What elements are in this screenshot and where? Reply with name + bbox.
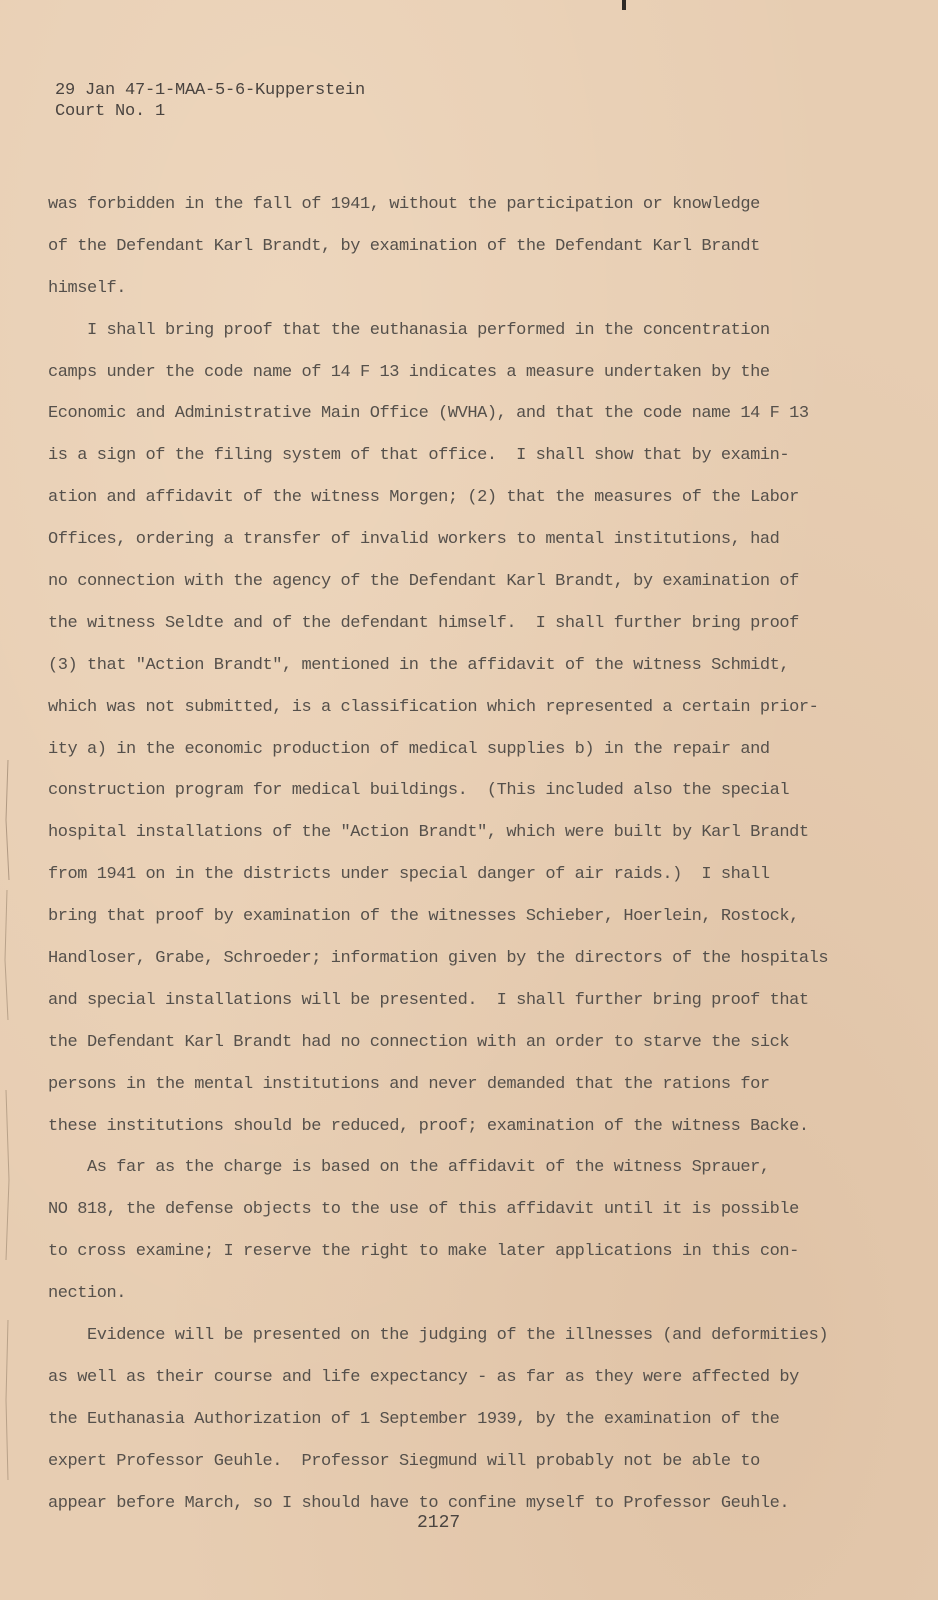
text-line: ity a) in the economic production of medical supplies b) in the repair and <box>48 739 770 759</box>
text-line: Handloser, Grabe, Schroeder; information given by the directors of the hospitals <box>48 949 829 969</box>
text-line: Offices, ordering a transfer of invalid workers to mental institutions, had <box>48 530 780 550</box>
text-line: these institutions should be reduced, proof; examination of the witness Backe. <box>48 1116 809 1136</box>
text-line: as well as their course and life expectancy - as far as they were affected by <box>48 1367 799 1387</box>
staple-mark <box>622 0 626 10</box>
text-line: the Euthanasia Authorization of 1 September 1939, by the examination of the <box>48 1409 780 1429</box>
text-line: I shall bring proof that the euthanasia performed in the concentration <box>48 320 770 340</box>
binding-edge-marks <box>0 760 14 1520</box>
text-line: construction program for medical buildings. (This included also the special <box>48 781 790 801</box>
transcript-body <box>48 184 908 1525</box>
text-line: from 1941 on in the districts under special danger of air raids.) I shall <box>48 865 770 885</box>
text-line: bring that proof by examination of the witnesses Schieber, Hoerlein, Rostock, <box>48 907 799 927</box>
text-line: and special installations will be presented. I shall further bring proof that <box>48 990 809 1010</box>
text-line: nection. <box>48 1284 127 1304</box>
text-line: hospital installations of the "Action Brandt", which were built by Karl Brandt <box>48 823 809 843</box>
text-line: the Defendant Karl Brandt had no connection with an order to starve the sick <box>48 1032 790 1052</box>
text-line: expert Professor Geuhle. Professor Siegmund will probably not be able to <box>48 1451 760 1471</box>
document-header <box>55 80 365 122</box>
page-number: 2127 <box>417 1513 461 1533</box>
text-line: was forbidden in the fall of 1941, without the participation or knowledge <box>48 195 760 214</box>
text-line: ation and affidavit of the witness Morgen; (2) that the measures of the Labor <box>48 488 799 508</box>
text-line: As far as the charge is based on the affidavit of the witness Sprauer, <box>48 1158 770 1178</box>
text-line: Evidence will be presented on the judging of the illnesses (and deformities) <box>48 1326 829 1346</box>
text-line: the witness Seldte and of the defendant himself. I shall further bring proof <box>48 613 799 633</box>
header-court: Court No. 1 <box>55 102 166 121</box>
text-line: NO 818, the defense objects to the use of this affidavit until it is possible <box>48 1200 799 1220</box>
text-line: Economic and Administrative Main Office (WVHA), and that the code name 14 F 13 <box>48 404 809 424</box>
text-line: (3) that "Action Brandt", mentioned in the affidavit of the witness Schmidt, <box>48 655 790 675</box>
text-line: is a sign of the filing system of that office. I shall show that by examin- <box>48 446 790 466</box>
text-line: which was not submitted, is a classification which represented a certain prior- <box>48 697 819 717</box>
text-line: appear before March, so I should have to confine myself to Professor Geuhle. <box>48 1493 790 1513</box>
text-line: camps under the code name of 14 F 13 indicates a measure undertaken by the <box>48 362 770 382</box>
header-reference: 29 Jan 47-1-MAA-5-6-Kupperstein <box>55 81 366 100</box>
text-line: no connection with the agency of the Defendant Karl Brandt, by examination of <box>48 572 799 592</box>
text-line: to cross examine; I reserve the right to make later applications in this con- <box>48 1242 799 1262</box>
text-line: of the Defendant Karl Brandt, by examination of the Defendant Karl Brandt <box>48 236 760 256</box>
text-line: persons in the mental institutions and never demanded that the rations for <box>48 1074 770 1094</box>
text-line: himself. <box>48 278 127 298</box>
